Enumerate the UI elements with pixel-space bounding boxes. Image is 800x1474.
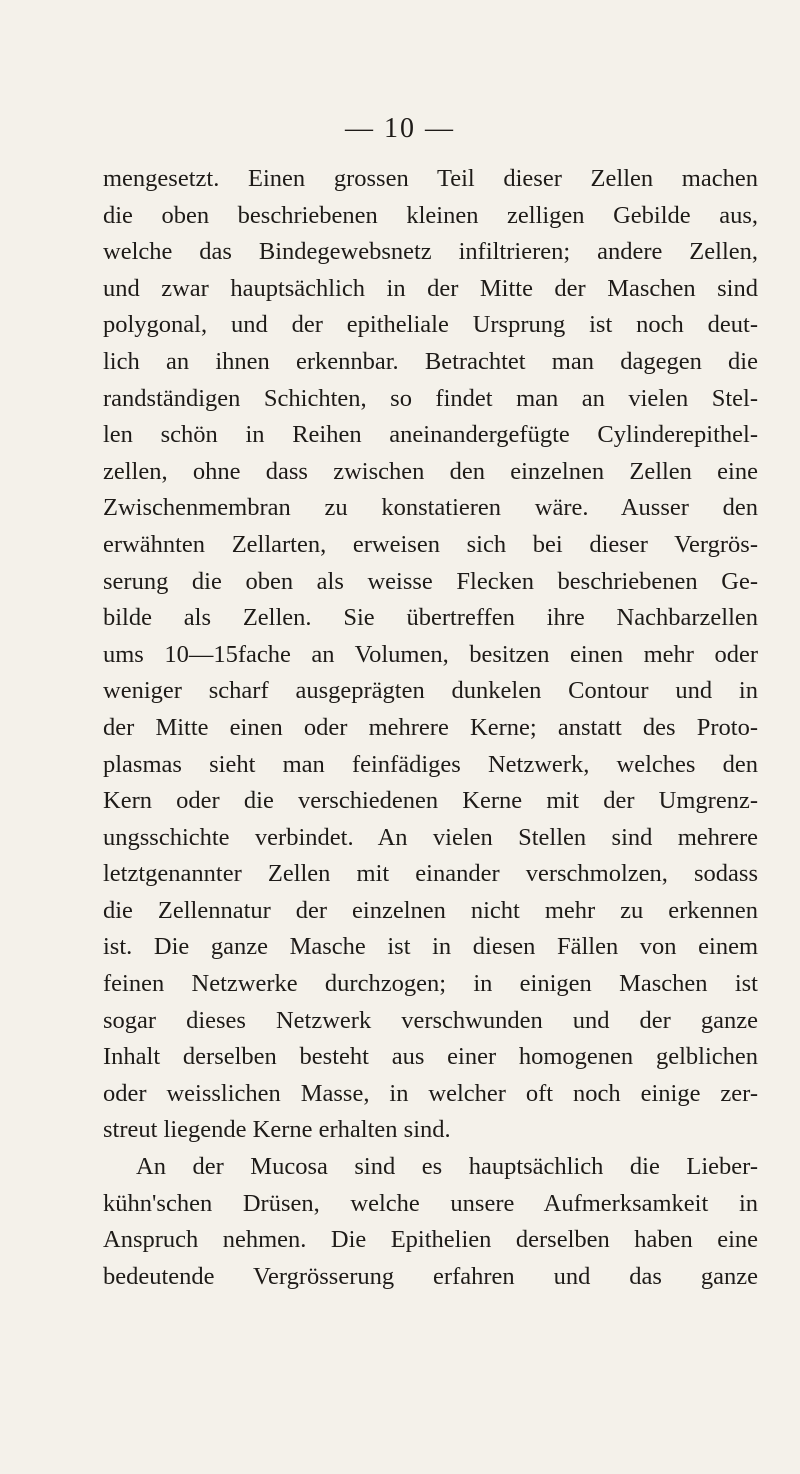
text-line: bilde als Zellen. Sie übertreffen ihre Nachbarzellen — [103, 604, 758, 632]
text-line: sogar dieses Netzwerk verschwunden und der ganze — [103, 1006, 758, 1034]
text-line: An der Mucosa sind es hauptsächlich die Lieber- — [136, 1153, 758, 1181]
text-line: erwähnten Zellarten, erweisen sich bei dieser Vergrös- — [103, 530, 758, 558]
text-line: lich an ihnen erkennbar. Betrachtet man dagegen die — [103, 347, 758, 375]
text-line: randständigen Schichten, so findet man an vielen Stel- — [103, 384, 758, 412]
text-line: die oben beschriebenen kleinen zelligen Gebilde aus, — [103, 201, 758, 229]
text-line: Zwischenmembran zu konstatieren wäre. Ausser den — [103, 494, 758, 522]
text-line: ist. Die ganze Masche ist in diesen Fällen von einem — [103, 933, 758, 961]
text-line: serung die oben als weisse Flecken beschriebenen Ge- — [103, 567, 758, 595]
text-line: bedeutende Vergrösserung erfahren und das ganze — [103, 1262, 758, 1290]
text-line: weniger scharf ausgeprägten dunkelen Contour und in — [103, 677, 758, 705]
text-line: oder weisslichen Masse, in welcher oft noch einige zer- — [103, 1079, 758, 1107]
text-line: Anspruch nehmen. Die Epithelien derselben haben eine — [103, 1226, 758, 1254]
text-line: der Mitte einen oder mehrere Kerne; anstatt des Proto- — [103, 713, 758, 741]
text-line: ungsschichte verbindet. An vielen Stellen sind mehrere — [103, 823, 758, 851]
text-line: polygonal, und der epitheliale Ursprung ist noch deut- — [103, 311, 758, 339]
text-line: letztgenannter Zellen mit einander verschmolzen, sodass — [103, 860, 758, 888]
text-line: und zwar hauptsächlich in der Mitte der Maschen sind — [103, 274, 758, 302]
text-line: kühn'schen Drüsen, welche unsere Aufmerksamkeit in — [103, 1189, 758, 1217]
text-line: mengesetzt. Einen grossen Teil dieser Zellen machen — [103, 165, 758, 192]
text-line: ums 10—15fache an Volumen, besitzen einen mehr oder — [103, 640, 758, 668]
text-line: Inhalt derselben besteht aus einer homogenen gelblichen — [103, 1043, 758, 1071]
page-number: — 10 — — [345, 113, 455, 144]
text-line: welche das Bindegewebsnetz infiltrieren; andere Zellen, — [103, 238, 758, 266]
text-line: len schön in Reihen aneinandergefügte Cylinderepithel- — [103, 421, 758, 449]
text-line: plasmas sieht man feinfädiges Netzwerk, welches den — [103, 750, 758, 778]
text-line: die Zellennatur der einzelnen nicht mehr zu erkennen — [103, 896, 758, 924]
paragraph-2 — [103, 1149, 758, 1295]
text-line: zellen, ohne dass zwischen den einzelnen Zellen eine — [103, 457, 758, 485]
text-line: feinen Netzwerke durchzogen; in einigen Maschen ist — [103, 970, 758, 998]
paragraph-1 — [103, 161, 758, 1149]
text-line: streut liegende Kerne erhalten sind. — [103, 1116, 451, 1144]
text-line: Kern oder die verschiedenen Kerne mit der Umgrenz- — [103, 787, 758, 815]
body-text — [103, 161, 758, 1295]
